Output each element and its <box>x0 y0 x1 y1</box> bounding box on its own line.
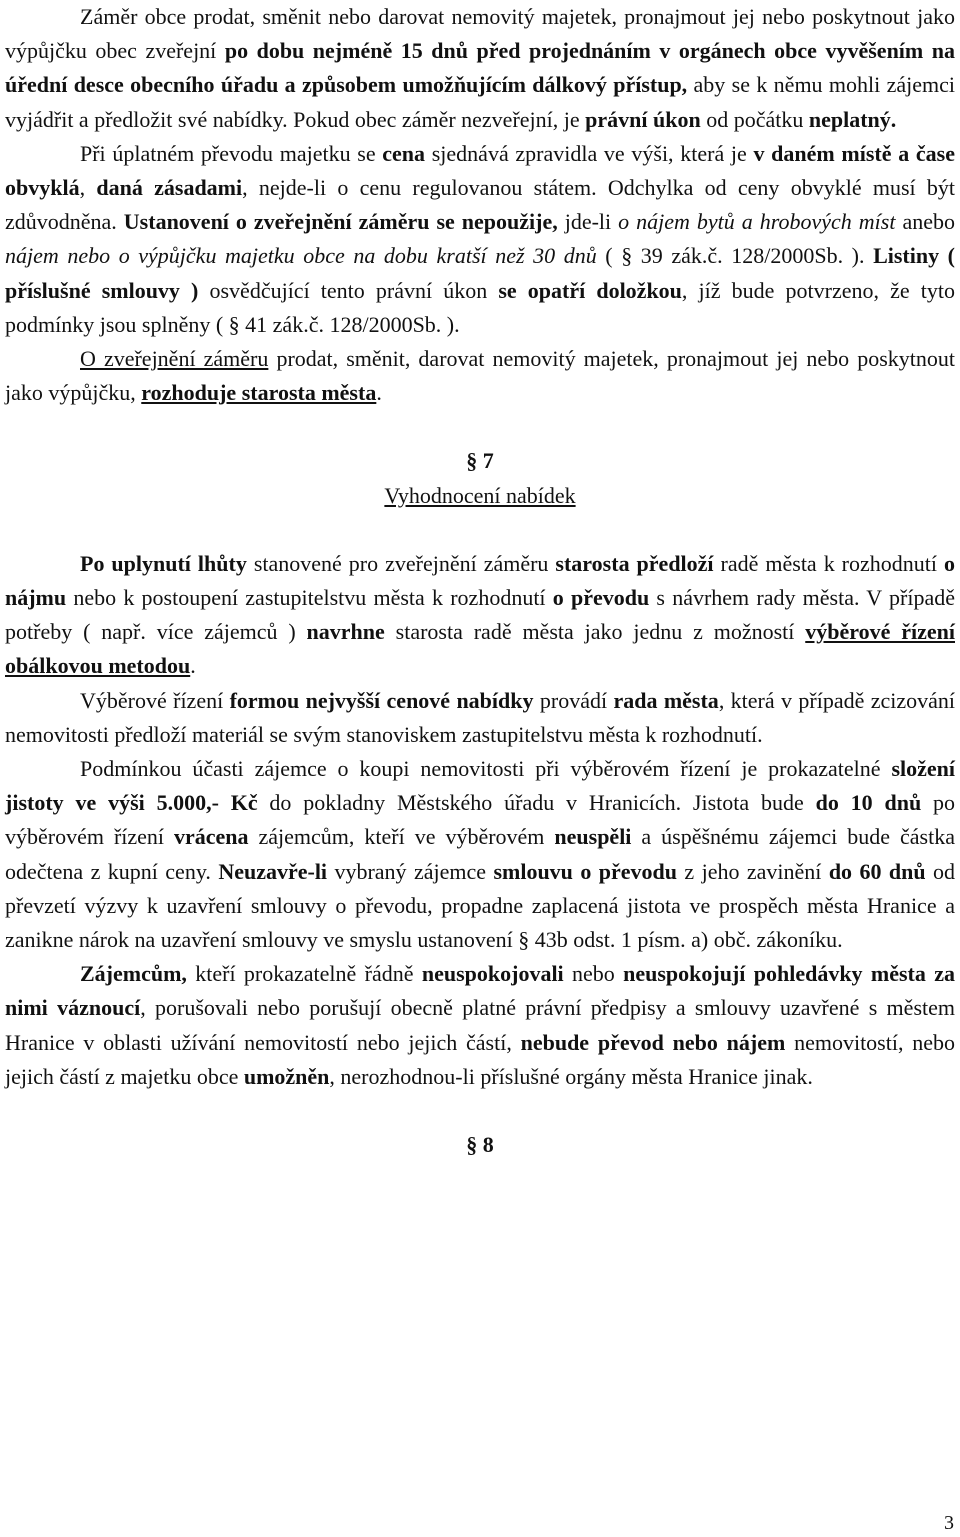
paragraph-jistota: Podmínkou účasti zájemce o koupi nemovitosti při výběrovém řízení je prokazatelné složení jistoty ve výši 5.000,- Kč do pokladny Městského úřadu v Hranicích. Jistota bude do 10 dnů po výběrovém řízení vrácena zájemcům, kteří ve výběrovém neuspěli a úspěšnému zájemci bude částka odečtena z kupní ceny. Neuzavře-li vybraný zájemce smlouvu o převodu z jeho zavinění do 60 dnů od převzetí výzvy k uzavření smlouvy o převodu, propadne zaplacená jistota ve prospěch města Hranice a zanikne nárok na uzavření smlouvy ve smyslu ustanovení § 43b odst. 1 písm. a) obč. zákoníku. <box>5 756 956 953</box>
section-7-title: Vyhodnocení nabídek <box>384 482 576 508</box>
paragraph-po-uplynuti-lhuty: Po uplynutí lhůty stanovené pro zveřejnění záměru starosta předloží radě města k rozhodnutí o nájmu nebo k postoupení zastupitelstvu města k rozhodnutí o převodu s návrhem rady města. V případě potřeby ( např. více zájemců ) navrhne starosta radě města jako jednu z možností výběrové řízení obálkovou metodou. <box>5 550 955 679</box>
section-8-number: § 8 <box>466 1132 494 1158</box>
paragraph-rozhoduje-starosta: O zveřejnění záměru prodat, směnit, darovat nemovitý majetek, pronajmout jej nebo poskytnout jako výpůjčku, rozhoduje starosta města. <box>5 346 955 406</box>
paragraph-zajemci-neuspokojujici: Zájemcům, kteří prokazatelně řádně neuspokojovali nebo neuspokojují pohledávky města za nimi váznoucí, porušovali nebo porušují obecně platné právní předpisy a smlouvy uzavřené s městem Hranice v oblasti užívání nemovitostí nebo jejich částí, nebude převod nebo nájem nemovitostí, nebo jejich částí z majetku obce umožněn, nerozhodnou-li příslušné orgány města Hranice jinak. <box>5 961 956 1089</box>
paragraph-cena-prevodu: Při úplatném převodu majetku se cena sjednává zpravidla ve výši, která je v daném místě a čase obvyklá, daná zásadami, nejde-li o cenu regulovanou státem. Odchylka od ceny obvyklé musí být zdůvodněna. Ustanovení o zveřejnění záměru se nepoužije, jde-li o nájem bytů a hrobových míst anebo nájem nebo o výpůjčku majetku obce na dobu kratší než 30 dnů ( § 39 zák.č. 128/2000Sb. ). Listiny ( příslušné smlouvy ) osvědčující tento právní úkon se opatří doložkou, jíž bude potvrzeno, že tyto podmínky jsou splněny ( § 41 zák.č. 128/2000Sb. ). <box>5 140 956 337</box>
section-7-number: § 7 <box>466 448 494 474</box>
page-number: 3 <box>944 1512 954 1534</box>
document-page <box>5 0 955 1162</box>
paragraph-vyberove-rizeni: Výběrové řízení formou nejvyšší cenové nabídky provádí rada města, která v případě zcizování nemovitosti předloží materiál se svým stanoviskem zastupitelstvu města k rozhodnutí. <box>5 687 956 747</box>
paragraph-zverejneni-zameru: Záměr obce prodat, směnit nebo darovat nemovitý majetek, pronajmout jej nebo poskytnout jako výpůjčku obec zveřejní po dobu nejméně 15 dnů před projednáním v orgánech obce vyvěšením na úřední desce obecního úřadu a způsobem umožňujícím dálkový přístup, aby se k němu mohli zájemci vyjádřit a předložit své nabídky. Pokud obec záměr nezveřejní, je právní úkon od počátku neplatný. <box>5 4 955 132</box>
